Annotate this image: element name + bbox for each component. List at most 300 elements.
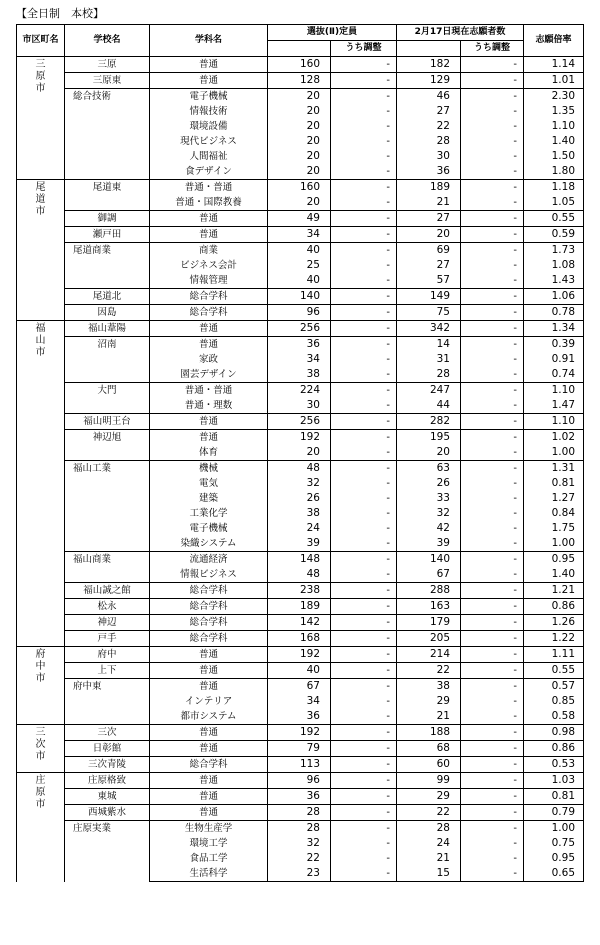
applicants-adjust-cell: -	[461, 89, 524, 105]
applicants-adjust-cell: -	[461, 476, 524, 491]
capacity-adjust-cell: -	[331, 773, 397, 789]
applicants-cell: 21	[397, 195, 461, 211]
city-cell	[17, 57, 65, 180]
capacity-cell: 39	[268, 536, 331, 552]
table-row	[17, 89, 584, 105]
applicants-adjust-cell: -	[461, 757, 524, 773]
capacity-cell: 40	[268, 663, 331, 679]
capacity-adjust-cell: -	[331, 521, 397, 536]
ratio-cell: 0.86	[524, 741, 584, 757]
applicants-cell: 67	[397, 567, 461, 583]
course-cell: 総合学科	[150, 289, 268, 305]
capacity-adjust-cell: -	[331, 430, 397, 446]
applicants-cell: 68	[397, 741, 461, 757]
capacity-cell: 160	[268, 180, 331, 196]
school-name-cell: 戸手	[65, 631, 150, 647]
applicants-cell: 195	[397, 430, 461, 446]
school-name-cell: 尾道東	[65, 180, 150, 211]
capacity-adjust-cell: -	[331, 583, 397, 599]
capacity-cell: 28	[268, 821, 331, 837]
school-name-cell: 福山葦陽	[65, 321, 150, 337]
capacity-cell: 192	[268, 725, 331, 741]
school-name-cell: 三原東	[65, 73, 150, 89]
applicants-cell: 21	[397, 709, 461, 725]
capacity-adjust-cell: -	[331, 805, 397, 821]
table-row	[17, 289, 584, 305]
city-cell	[17, 725, 65, 773]
course-cell: 総合学科	[150, 599, 268, 615]
capacity-adjust-cell: -	[331, 258, 397, 273]
course-cell: 普通	[150, 789, 268, 805]
applicants-cell: 30	[397, 149, 461, 164]
ratio-cell: 1.00	[524, 536, 584, 552]
applicants-cell: 60	[397, 757, 461, 773]
course-cell: 電子機械	[150, 521, 268, 536]
ratio-cell: 0.86	[524, 599, 584, 615]
capacity-cell: 32	[268, 836, 331, 851]
ratio-cell: 1.14	[524, 57, 584, 73]
school-name-cell: 東城	[65, 789, 150, 805]
course-cell: 商業	[150, 243, 268, 259]
table-row	[17, 805, 584, 821]
city-name: 庄原市	[35, 775, 46, 810]
header-applicants-sub: うち調整	[461, 41, 524, 57]
course-cell: 普通	[150, 430, 268, 446]
table-row	[17, 741, 584, 757]
applicants-cell: 188	[397, 725, 461, 741]
school-name-cell: 府中東	[65, 679, 150, 725]
ratio-cell: 1.01	[524, 73, 584, 89]
capacity-cell: 38	[268, 506, 331, 521]
capacity-cell: 20	[268, 164, 331, 180]
capacity-cell: 192	[268, 647, 331, 663]
capacity-cell: 67	[268, 679, 331, 695]
course-cell: 普通	[150, 773, 268, 789]
school-name-cell: 因島	[65, 305, 150, 321]
capacity-adjust-cell: -	[331, 725, 397, 741]
course-cell: 工業化学	[150, 506, 268, 521]
ratio-cell: 0.55	[524, 211, 584, 227]
header-school: 学校名	[65, 25, 150, 57]
course-cell: 普通	[150, 227, 268, 243]
course-cell: 人間福祉	[150, 149, 268, 164]
admissions-table	[16, 24, 584, 882]
course-cell: 普通	[150, 725, 268, 741]
table-row	[17, 725, 584, 741]
applicants-cell: 27	[397, 211, 461, 227]
page-title: 【全日制 本校】	[16, 7, 104, 20]
applicants-adjust-cell: -	[461, 552, 524, 568]
applicants-adjust-cell: -	[461, 321, 524, 337]
applicants-cell: 21	[397, 851, 461, 866]
course-cell: 情報管理	[150, 273, 268, 289]
school-name-cell: 福山明王台	[65, 414, 150, 430]
header-course: 学科名	[150, 25, 268, 57]
capacity-adjust-cell: -	[331, 367, 397, 383]
ratio-cell: 0.78	[524, 305, 584, 321]
applicants-adjust-cell: -	[461, 741, 524, 757]
capacity-cell: 142	[268, 615, 331, 631]
applicants-cell: 29	[397, 694, 461, 709]
school-name-cell: 日彰館	[65, 741, 150, 757]
course-cell: 総合学科	[150, 583, 268, 599]
applicants-cell: 28	[397, 367, 461, 383]
ratio-cell: 0.58	[524, 709, 584, 725]
school-name-cell: 神辺	[65, 615, 150, 631]
applicants-adjust-cell: -	[461, 836, 524, 851]
ratio-cell: 1.00	[524, 821, 584, 837]
capacity-adjust-cell: -	[331, 599, 397, 615]
ratio-cell: 0.81	[524, 476, 584, 491]
capacity-cell: 49	[268, 211, 331, 227]
ratio-cell: 1.27	[524, 491, 584, 506]
ratio-cell: 1.22	[524, 631, 584, 647]
ratio-cell: 1.35	[524, 104, 584, 119]
capacity-adjust-cell: -	[331, 243, 397, 259]
course-cell: 建築	[150, 491, 268, 506]
applicants-adjust-cell: -	[461, 583, 524, 599]
course-cell: 普通	[150, 647, 268, 663]
applicants-adjust-cell: -	[461, 195, 524, 211]
table-row	[17, 305, 584, 321]
capacity-cell: 20	[268, 195, 331, 211]
applicants-adjust-cell: -	[461, 164, 524, 180]
capacity-cell: 32	[268, 476, 331, 491]
applicants-cell: 342	[397, 321, 461, 337]
school-name-cell: 三次	[65, 725, 150, 741]
school-name-cell: 西城紫水	[65, 805, 150, 821]
capacity-adjust-cell: -	[331, 337, 397, 353]
table-row	[17, 414, 584, 430]
capacity-cell: 24	[268, 521, 331, 536]
course-cell: 普通	[150, 73, 268, 89]
course-cell: 環境工学	[150, 836, 268, 851]
capacity-cell: 34	[268, 352, 331, 367]
ratio-cell: 1.50	[524, 149, 584, 164]
course-cell: 普通	[150, 57, 268, 73]
ratio-cell: 1.02	[524, 430, 584, 446]
capacity-adjust-cell: -	[331, 289, 397, 305]
course-cell: 生活科学	[150, 866, 268, 882]
school-name-cell: 福山誠之館	[65, 583, 150, 599]
city-cell	[17, 321, 65, 647]
table-row	[17, 57, 584, 73]
course-cell: 総合学科	[150, 615, 268, 631]
applicants-cell: 189	[397, 180, 461, 196]
applicants-cell: 33	[397, 491, 461, 506]
city-name: 福山市	[35, 323, 46, 358]
applicants-adjust-cell: -	[461, 615, 524, 631]
course-cell: 園芸デザイン	[150, 367, 268, 383]
school-name-cell: 三原	[65, 57, 150, 73]
applicants-cell: 22	[397, 119, 461, 134]
applicants-adjust-cell: -	[461, 805, 524, 821]
applicants-adjust-cell: -	[461, 536, 524, 552]
ratio-cell: 1.06	[524, 289, 584, 305]
table-row	[17, 321, 584, 337]
school-name-cell: 上下	[65, 663, 150, 679]
applicants-adjust-cell: -	[461, 821, 524, 837]
applicants-cell: 26	[397, 476, 461, 491]
ratio-cell: 1.00	[524, 445, 584, 461]
city-cell	[17, 180, 65, 321]
capacity-cell: 48	[268, 567, 331, 583]
applicants-cell: 205	[397, 631, 461, 647]
applicants-cell: 38	[397, 679, 461, 695]
applicants-adjust-cell: -	[461, 104, 524, 119]
city-name: 府中市	[35, 649, 46, 684]
course-cell: 普通	[150, 321, 268, 337]
table-row	[17, 631, 584, 647]
capacity-cell: 40	[268, 273, 331, 289]
school-name-cell: 大門	[65, 383, 150, 414]
applicants-cell: 28	[397, 821, 461, 837]
capacity-adjust-cell: -	[331, 321, 397, 337]
applicants-adjust-cell: -	[461, 567, 524, 583]
course-cell: 環境設備	[150, 119, 268, 134]
capacity-cell: 20	[268, 445, 331, 461]
school-name-cell: 尾道北	[65, 289, 150, 305]
capacity-adjust-cell: -	[331, 149, 397, 164]
table-row	[17, 211, 584, 227]
header-ratio: 志願倍率	[524, 25, 584, 57]
table-body	[17, 57, 584, 882]
school-name-cell: 福山商業	[65, 552, 150, 583]
city-cell	[17, 647, 65, 725]
capacity-adjust-cell: -	[331, 119, 397, 134]
capacity-cell: 256	[268, 321, 331, 337]
capacity-adjust-cell: -	[331, 615, 397, 631]
table-row	[17, 180, 584, 196]
ratio-cell: 1.08	[524, 258, 584, 273]
applicants-adjust-cell: -	[461, 227, 524, 243]
capacity-adjust-cell: -	[331, 414, 397, 430]
capacity-adjust-cell: -	[331, 851, 397, 866]
table-row	[17, 461, 584, 477]
applicants-cell: 288	[397, 583, 461, 599]
applicants-cell: 46	[397, 89, 461, 105]
capacity-cell: 40	[268, 243, 331, 259]
capacity-adjust-cell: -	[331, 227, 397, 243]
applicants-adjust-cell: -	[461, 352, 524, 367]
table-row	[17, 615, 584, 631]
ratio-cell: 1.34	[524, 321, 584, 337]
capacity-adjust-cell: -	[331, 195, 397, 211]
capacity-adjust-cell: -	[331, 89, 397, 105]
ratio-cell: 0.39	[524, 337, 584, 353]
applicants-adjust-cell: -	[461, 506, 524, 521]
capacity-adjust-cell: -	[331, 273, 397, 289]
applicants-adjust-cell: -	[461, 725, 524, 741]
applicants-adjust-cell: -	[461, 273, 524, 289]
applicants-cell: 99	[397, 773, 461, 789]
capacity-adjust-cell: -	[331, 741, 397, 757]
capacity-cell: 189	[268, 599, 331, 615]
course-cell: 普通・普通	[150, 383, 268, 399]
applicants-adjust-cell: -	[461, 599, 524, 615]
table-row	[17, 789, 584, 805]
applicants-adjust-cell: -	[461, 679, 524, 695]
table-row	[17, 337, 584, 353]
capacity-adjust-cell: -	[331, 552, 397, 568]
applicants-cell: 182	[397, 57, 461, 73]
school-name-cell: 御調	[65, 211, 150, 227]
capacity-cell: 148	[268, 552, 331, 568]
capacity-adjust-cell: -	[331, 398, 397, 414]
ratio-cell: 0.91	[524, 352, 584, 367]
applicants-adjust-cell: -	[461, 149, 524, 164]
applicants-adjust-cell: -	[461, 461, 524, 477]
applicants-cell: 36	[397, 164, 461, 180]
table-row	[17, 552, 584, 568]
table-row	[17, 679, 584, 695]
course-cell: 普通・普通	[150, 180, 268, 196]
school-name-cell: 庄原格致	[65, 773, 150, 789]
applicants-cell: 31	[397, 352, 461, 367]
applicants-adjust-cell: -	[461, 367, 524, 383]
applicants-adjust-cell: -	[461, 211, 524, 227]
capacity-cell: 30	[268, 398, 331, 414]
header-capacity-sub: うち調整	[331, 41, 397, 57]
header-capacity-spacer	[268, 41, 331, 57]
school-name-cell: 神辺旭	[65, 430, 150, 461]
applicants-cell: 69	[397, 243, 461, 259]
course-cell: 体育	[150, 445, 268, 461]
applicants-cell: 44	[397, 398, 461, 414]
capacity-cell: 34	[268, 227, 331, 243]
ratio-cell: 0.59	[524, 227, 584, 243]
applicants-adjust-cell: -	[461, 119, 524, 134]
applicants-cell: 163	[397, 599, 461, 615]
applicants-adjust-cell: -	[461, 445, 524, 461]
ratio-cell: 0.79	[524, 805, 584, 821]
course-cell: ビジネス会計	[150, 258, 268, 273]
capacity-adjust-cell: -	[331, 631, 397, 647]
capacity-cell: 238	[268, 583, 331, 599]
ratio-cell: 0.74	[524, 367, 584, 383]
course-cell: 生物生産学	[150, 821, 268, 837]
table-row	[17, 383, 584, 399]
capacity-adjust-cell: -	[331, 461, 397, 477]
course-cell: 総合学科	[150, 631, 268, 647]
table-row	[17, 73, 584, 89]
table-row	[17, 663, 584, 679]
applicants-cell: 63	[397, 461, 461, 477]
applicants-adjust-cell: -	[461, 337, 524, 353]
course-cell: 総合学科	[150, 757, 268, 773]
table-row	[17, 821, 584, 837]
ratio-cell: 0.81	[524, 789, 584, 805]
applicants-adjust-cell: -	[461, 851, 524, 866]
ratio-cell: 1.05	[524, 195, 584, 211]
applicants-adjust-cell: -	[461, 414, 524, 430]
applicants-cell: 179	[397, 615, 461, 631]
applicants-cell: 214	[397, 647, 461, 663]
applicants-cell: 24	[397, 836, 461, 851]
ratio-cell: 0.75	[524, 836, 584, 851]
ratio-cell: 2.30	[524, 89, 584, 105]
ratio-cell: 1.03	[524, 773, 584, 789]
capacity-cell: 192	[268, 430, 331, 446]
applicants-cell: 129	[397, 73, 461, 89]
course-cell: 家政	[150, 352, 268, 367]
capacity-cell: 36	[268, 337, 331, 353]
header-applicants: 2月17日現在志願者数	[397, 25, 524, 41]
capacity-adjust-cell: -	[331, 211, 397, 227]
ratio-cell: 1.75	[524, 521, 584, 536]
city-name: 三原市	[35, 59, 46, 94]
ratio-cell: 1.73	[524, 243, 584, 259]
capacity-cell: 28	[268, 805, 331, 821]
course-cell: 総合学科	[150, 305, 268, 321]
ratio-cell: 0.53	[524, 757, 584, 773]
capacity-adjust-cell: -	[331, 134, 397, 149]
applicants-cell: 20	[397, 445, 461, 461]
header-city: 市区町名	[17, 25, 65, 57]
applicants-cell: 32	[397, 506, 461, 521]
capacity-cell: 20	[268, 149, 331, 164]
school-name-cell: 総合技術	[65, 89, 150, 180]
capacity-cell: 96	[268, 305, 331, 321]
city-name: 三次市	[35, 727, 46, 762]
applicants-adjust-cell: -	[461, 647, 524, 663]
header-applicants-spacer	[397, 41, 461, 57]
capacity-cell: 26	[268, 491, 331, 506]
table-row	[17, 243, 584, 259]
table-row	[17, 227, 584, 243]
ratio-cell: 1.31	[524, 461, 584, 477]
ratio-cell: 1.26	[524, 615, 584, 631]
ratio-cell: 0.57	[524, 679, 584, 695]
capacity-adjust-cell: -	[331, 694, 397, 709]
capacity-cell: 36	[268, 709, 331, 725]
ratio-cell: 1.40	[524, 134, 584, 149]
school-name-cell: 尾道商業	[65, 243, 150, 289]
table-row	[17, 757, 584, 773]
applicants-adjust-cell: -	[461, 491, 524, 506]
course-cell: 情報技術	[150, 104, 268, 119]
applicants-cell: 27	[397, 104, 461, 119]
ratio-cell: 0.55	[524, 663, 584, 679]
capacity-cell: 23	[268, 866, 331, 882]
capacity-adjust-cell: -	[331, 757, 397, 773]
applicants-cell: 15	[397, 866, 461, 882]
capacity-cell: 20	[268, 119, 331, 134]
capacity-cell: 113	[268, 757, 331, 773]
capacity-cell: 96	[268, 773, 331, 789]
capacity-adjust-cell: -	[331, 536, 397, 552]
applicants-cell: 39	[397, 536, 461, 552]
applicants-adjust-cell: -	[461, 243, 524, 259]
capacity-adjust-cell: -	[331, 305, 397, 321]
applicants-cell: 140	[397, 552, 461, 568]
capacity-cell: 48	[268, 461, 331, 477]
capacity-adjust-cell: -	[331, 73, 397, 89]
applicants-cell: 22	[397, 663, 461, 679]
capacity-adjust-cell: -	[331, 476, 397, 491]
school-name-cell: 瀬戸田	[65, 227, 150, 243]
applicants-cell: 282	[397, 414, 461, 430]
table-row	[17, 773, 584, 789]
capacity-adjust-cell: -	[331, 383, 397, 399]
capacity-adjust-cell: -	[331, 663, 397, 679]
course-cell: 普通	[150, 663, 268, 679]
table-row	[17, 430, 584, 446]
capacity-adjust-cell: -	[331, 679, 397, 695]
capacity-adjust-cell: -	[331, 836, 397, 851]
table-row	[17, 599, 584, 615]
capacity-adjust-cell: -	[331, 567, 397, 583]
